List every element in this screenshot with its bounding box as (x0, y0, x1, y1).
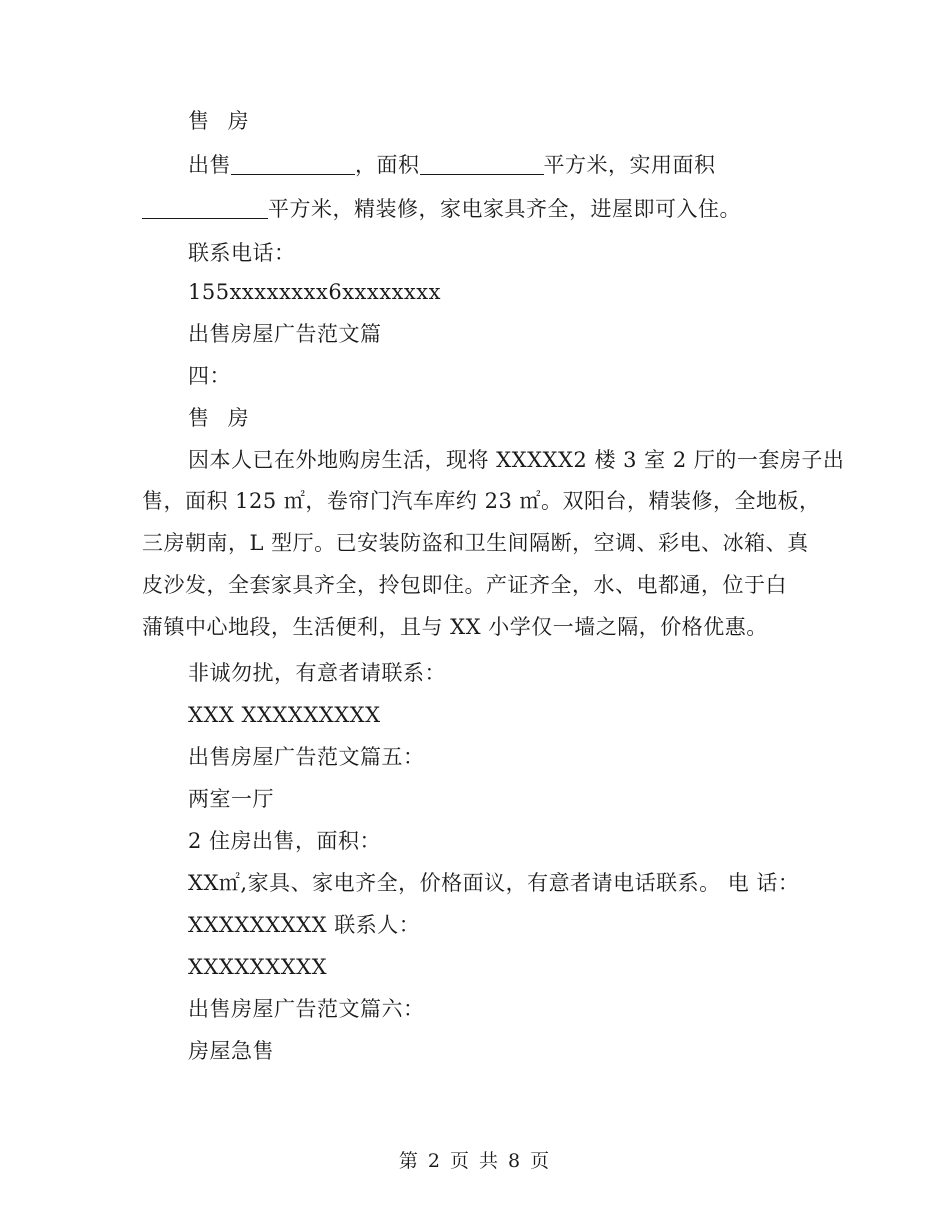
blank-area (420, 152, 544, 175)
contact-phone-label: 联系电话： (188, 241, 296, 265)
section-title-4a: 出售房屋广告范文篇 (188, 322, 382, 346)
page-indicator: 第 2 页 共 8 页 (398, 1150, 552, 1172)
paragraph-line-3: 三房朝南，L 型厅。已安装防盗和卫生间隔断，空调、彩电、冰箱、真 (142, 531, 809, 555)
paragraph-line-4: 皮沙发，全套家具齐全，拎包即住。产证齐全，水、电都通，位于白 (142, 573, 787, 597)
contact-number: XXXXXXXXX (188, 955, 328, 979)
section-title-5: 出售房屋广告范文篇五： (188, 745, 425, 769)
contact-xxx: XXX XXXXXXXXX (188, 703, 381, 727)
paragraph-line-2: 售，面积 125 ㎡，卷帘门汽车库约 23 ㎡。双阳台，精装修，全地板， (142, 489, 821, 513)
house-sale-area: 2 住房出售，面积： (188, 829, 382, 853)
urgent-sale: 房屋急售 (188, 1039, 274, 1063)
text-sqm-usable: 平方米，实用面积 (543, 153, 716, 177)
paragraph-line-5: 蒲镇中心地段，生活便利，且与 XX 小学仅一墙之隔，价格优惠。 (142, 615, 768, 639)
section-title-4b: 四： (188, 364, 231, 388)
contact-person: XXXXXXXXX 联系人： (188, 913, 421, 937)
paragraph-line-1: 因本人已在外地购房生活，现将 XXXXX2 楼 3 室 2 厅的一套房子出 (188, 448, 845, 472)
blank-usable-area (142, 196, 268, 219)
text-area: ，面积 (355, 153, 420, 177)
no-disturb-contact: 非诚勿扰，有意者请联系： (188, 661, 446, 685)
two-room-one-hall: 两室一厅 (188, 787, 274, 811)
contact-phone-number: 155xxxxxxxx6xxxxxxxx (188, 280, 441, 304)
section-title-6: 出售房屋广告范文篇六： (188, 997, 425, 1021)
fill-in-line-2 (142, 189, 810, 230)
fill-in-line-1 (188, 145, 810, 186)
furniture-price-phone: XX㎡,家具、家电齐全，价格面议，有意者请电话联系。 电 话： (188, 871, 800, 895)
text-sqm-decor: 平方米，精装修，家电家具齐全，进屋即可入住。 (268, 197, 741, 221)
heading-sell-house-2: 售 房 (188, 406, 255, 430)
blank-address (231, 152, 355, 175)
heading-sell-house: 售 房 (188, 109, 255, 133)
text-sell: 出售 (188, 153, 231, 177)
